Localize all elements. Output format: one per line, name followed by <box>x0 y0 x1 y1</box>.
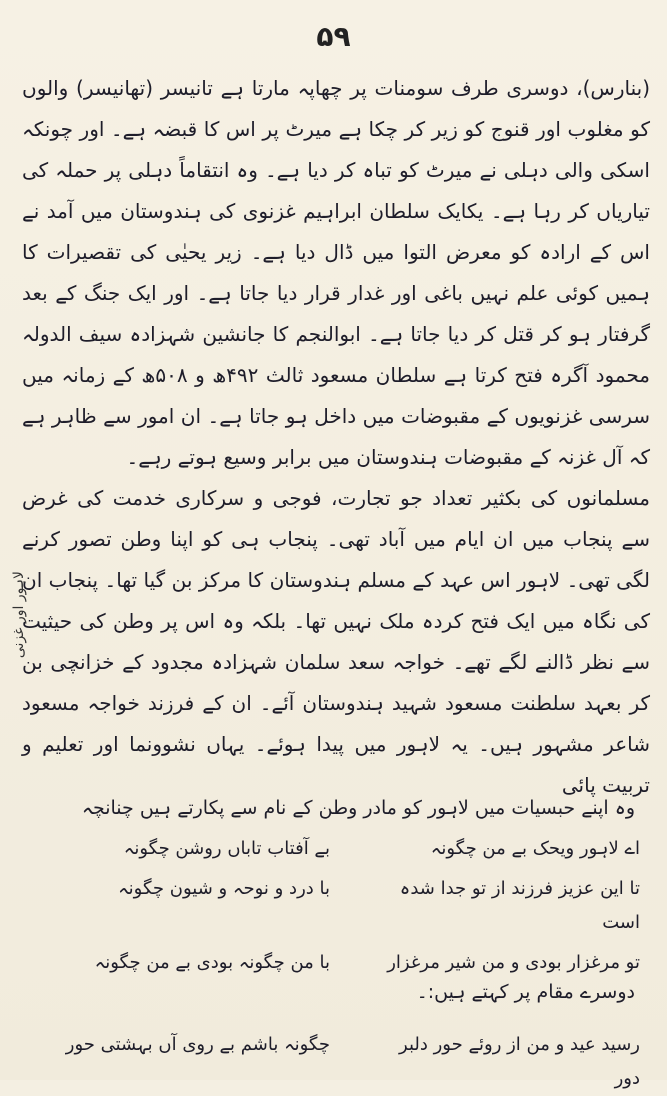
verse-line: اے لاہور ویحک بے من چگونہ <box>430 838 640 859</box>
page-number: ۵۹ <box>316 20 351 53</box>
verse-line: بے آفتاب تاباں روشن چگونہ <box>123 838 330 859</box>
verse-block <box>60 832 640 980</box>
verse-line: تو مرغزار بودی و من شیر مرغزار <box>387 952 640 973</box>
margin-note-text: لاہور اور غزنی <box>11 571 27 659</box>
verse-line: با من چگونہ بودی بے من چگونہ <box>94 952 330 973</box>
paragraph-2: مسلمانوں کی بکثیر تعداد جو تجارت، فوجی و سرکاری خدمت کی غرض سے پنجاب میں ان ایام میں آباد تھی۔ پنجاب ہی کو اپنا وطن تصور کرنے لگی تھی۔ لاہور اس عہد کے مسلم ہندوستان کا مرکز بن گیا تھا۔ پنجاب ان کی نگاہ میں ایک فتح کردہ ملک نہیں تھا۔ بلکہ وہ اس پر وطن کی حیثیت سے نظر ڈالنے لگے تھے۔ خواجہ سعد سلمان شہزادہ مجدود کے خزانچی بن کر بعہد سلطنت مسعود شہید ہندوستان آئے۔ ان کے فرزند خواجہ مسعود شاعر مشہور ہیں۔ یہ لاہور میں پیدا ہوئے۔ یہاں نشوونما اور تعلیم و تربیت پائی <box>22 486 650 797</box>
verse-outro: دوسرے مقام پر کہتے ہیں:۔ <box>416 981 635 1003</box>
verse-line: چگونہ باشم بے روی آں بہشتی حور <box>65 1034 330 1055</box>
verse-line: رسید عید و من از روئے حور دلبر دور <box>399 1034 640 1089</box>
verse-line: تا این عزیز فرزند از تو جدا شدہ است <box>399 878 640 933</box>
final-verse <box>60 1028 640 1096</box>
verse-line: با درد و نوحہ و شیون چگونہ <box>118 878 330 899</box>
body-text <box>22 68 650 806</box>
paragraph-1: (بنارس)، دوسری طرف سومنات پر چھاپہ مارتا ہے تانیسر (تھانیسر) والوں کو مغلوب اور قنوج کو زیر کر چکا ہے میرٹ پر اس کا قبضہ ہے۔ اور چونکہ اسکی والی دہلی نے میرٹ کو تباہ کر دیا ہے۔ وہ انتقاماً دہلی پر حملہ کی تیاریاں کر رہا ہے۔ یکایک سلطان ابراہیم غزنوی کی ہندوستان میں آمد نے اس کے ارادہ کو معرض التوا میں ڈال دیا ہے۔ زیر یحیٰی کی تقصیرات کا ہمیں کوئی علم نہیں باغی اور غدار قرار دیا جاتا ہے۔ اور ایک جنگ کے بعد گرفتار ہو کر قتل کر دیا جاتا ہے۔ ابوالنجم کا جانشین شہزادہ سیف الدولہ محمود آگرہ فتح کرتا ہے سلطان مسعود ثالث ۴۹۲ھ و ۵۰۸ھ کے زمانہ میں سرسی غزنویوں کے مقبوضات میں داخل ہو جاتا ہے۔ ان امور سے ظاہر ہے کہ آل غزنہ کے مقبوضات ہندوستان میں برابر وسیع ہوتے رہے۔ <box>22 76 651 469</box>
margin-note <box>4 560 34 670</box>
verse-intro: وہ اپنے حبسیات میں لاہور کو مادر وطن کے نام سے پکارتے ہیں چنانچہ <box>81 797 635 819</box>
